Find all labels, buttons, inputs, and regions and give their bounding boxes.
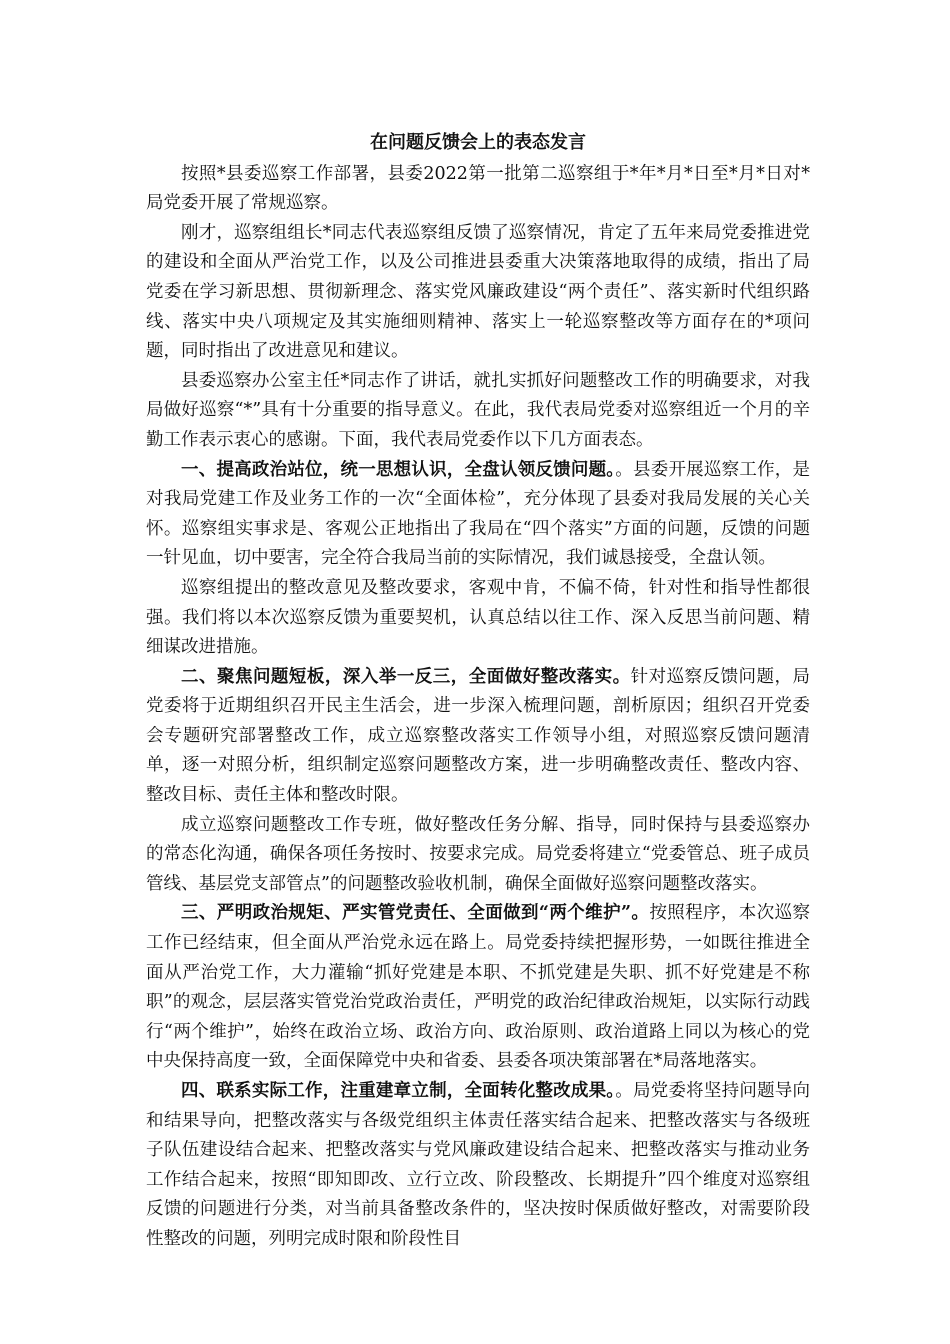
paragraph-text: 按照程序，本次巡察工作已经结束，但全面从严治党永远在路上。局党委持续把握形势，一如既往推进全面从严治党工作，大力灌输“抓好党建是本职、不抓党建是失职、抓不好党建是不称职”的观念，层层落实管党治党政治责任，严明党的政治纪律政治规矩，以实际行动践行“两个维护”，始终在政治立场、政治方向、政治原则、政治道路上同以为核心的党中央保持高度一致，全面保障党中央和省委、县委各项决策部署在*局落地落实。 — [146, 903, 810, 1072]
paragraph-4 — [146, 456, 810, 574]
paragraph-text: 按照*县委巡察工作部署，县委2022第一批第二巡察组于*年*月*日至*月*日对*局党委开展了常规巡察。 — [146, 163, 810, 214]
paragraph-text: 县委巡察办公室主任*同志作了讲话，就扎实抓好问题整改工作的明确要求，对我局做好巡察“*”具有十分重要的指导意义。在此，我代表局党委对巡察组近一个月的辛勤工作表示衷心的感谢。下面，我代表局党委作以下几方面表态。 — [146, 370, 810, 450]
paragraph-8 — [146, 899, 810, 1077]
document-title: 在问题反馈会上的表态发言 — [370, 132, 586, 153]
paragraph-9 — [146, 1077, 810, 1255]
section-heading-2: 二、聚焦问题短板，深入举一反三，全面做好整改落实。 — [181, 666, 631, 687]
paragraph-text: 成立巡察问题整改工作专班，做好整改任务分解、指导，同时保持与县委巡察办的常态化沟通，确保各项任务按时、按要求完成。局党委将建立“党委管总、班子成员管线、基层党支部管点”的问题整改验收机制，确保全面做好巡察问题整改落实。 — [146, 814, 810, 894]
paragraph-text: 针对巡察反馈问题，局党委将于近期组织召开民主生活会，进一步深入梳理问题，剖析原因；组织召开党委会专题研究部署整改工作，成立巡察整改落实工作领导小组，对照巡察反馈问题清单，逐一对照分析，组织制定巡察问题整改方案，进一步明确整改责任、整改内容、整改目标、责任主体和整改时限。 — [146, 666, 811, 806]
paragraph-3 — [146, 367, 810, 456]
paragraph-1 — [146, 160, 810, 219]
paragraph-text: 刚才，巡察组组长*同志代表巡察组反馈了巡察情况，肯定了五年来局党委推进党的建设和全面从严治党工作，以及公司推进县委重大决策落地取得的成绩，指出了局党委在学习新思想、贯彻新理念、落实党风廉政建设“两个责任”、落实新时代组织路线、落实中央八项规定及其实施细则精神、落实上一轮巡察整改等方面存在的*项问题，同时指出了改进意见和建议。 — [146, 222, 810, 362]
paragraph-text: 。县委开展巡察工作，是对我局党建工作及业务工作的一次“全面体检”，充分体现了县委对我局发展的关心关怀。巡察组实事求是、客观公正地指出了我局在“四个落实”方面的问题，反馈的问题一针见血，切中要害，完全符合我局当前的实际情况，我们诚恳接受，全盘认领。 — [146, 459, 811, 569]
paragraph-2 — [146, 219, 810, 367]
paragraph-7 — [146, 811, 810, 900]
paragraph-5 — [146, 574, 810, 663]
paragraph-text: 巡察组提出的整改意见及整改要求，客观中肯，不偏不倚，针对性和指导性都很强。我们将以本次巡察反馈为重要契机，认真总结以往工作、深入反思当前问题、精细谋改进措施。 — [146, 577, 810, 658]
section-heading-4: 四、联系实际工作，注重建章立制，全面转化整改成果。 — [181, 1081, 616, 1101]
document-page — [146, 128, 810, 1255]
paragraph-text: 。局党委将坚持问题导向和结果导向，把整改落实与各级党组织主体责任落实结合起来、把整改落实与各级班子队伍建设结合起来、把整改落实与党风廉政建设结合起来、把整改落实与推动业务工作结合起来，按照“即知即改、立行立改、阶段整改、长期提升”四个维度对巡察组反馈的问题进行分类，对当前具备整改条件的，坚决按时保质做好整改，对需要阶段性整改的问题，列明完成时限和阶段性目 — [146, 1081, 811, 1249]
section-heading-1: 一、提高政治站位，统一思想认识，全盘认领反馈问题。 — [181, 459, 616, 480]
section-heading-3: 三、严明政治规矩、严实管党责任、全面做到“两个维护”。 — [181, 903, 650, 924]
paragraph-6 — [146, 663, 810, 811]
